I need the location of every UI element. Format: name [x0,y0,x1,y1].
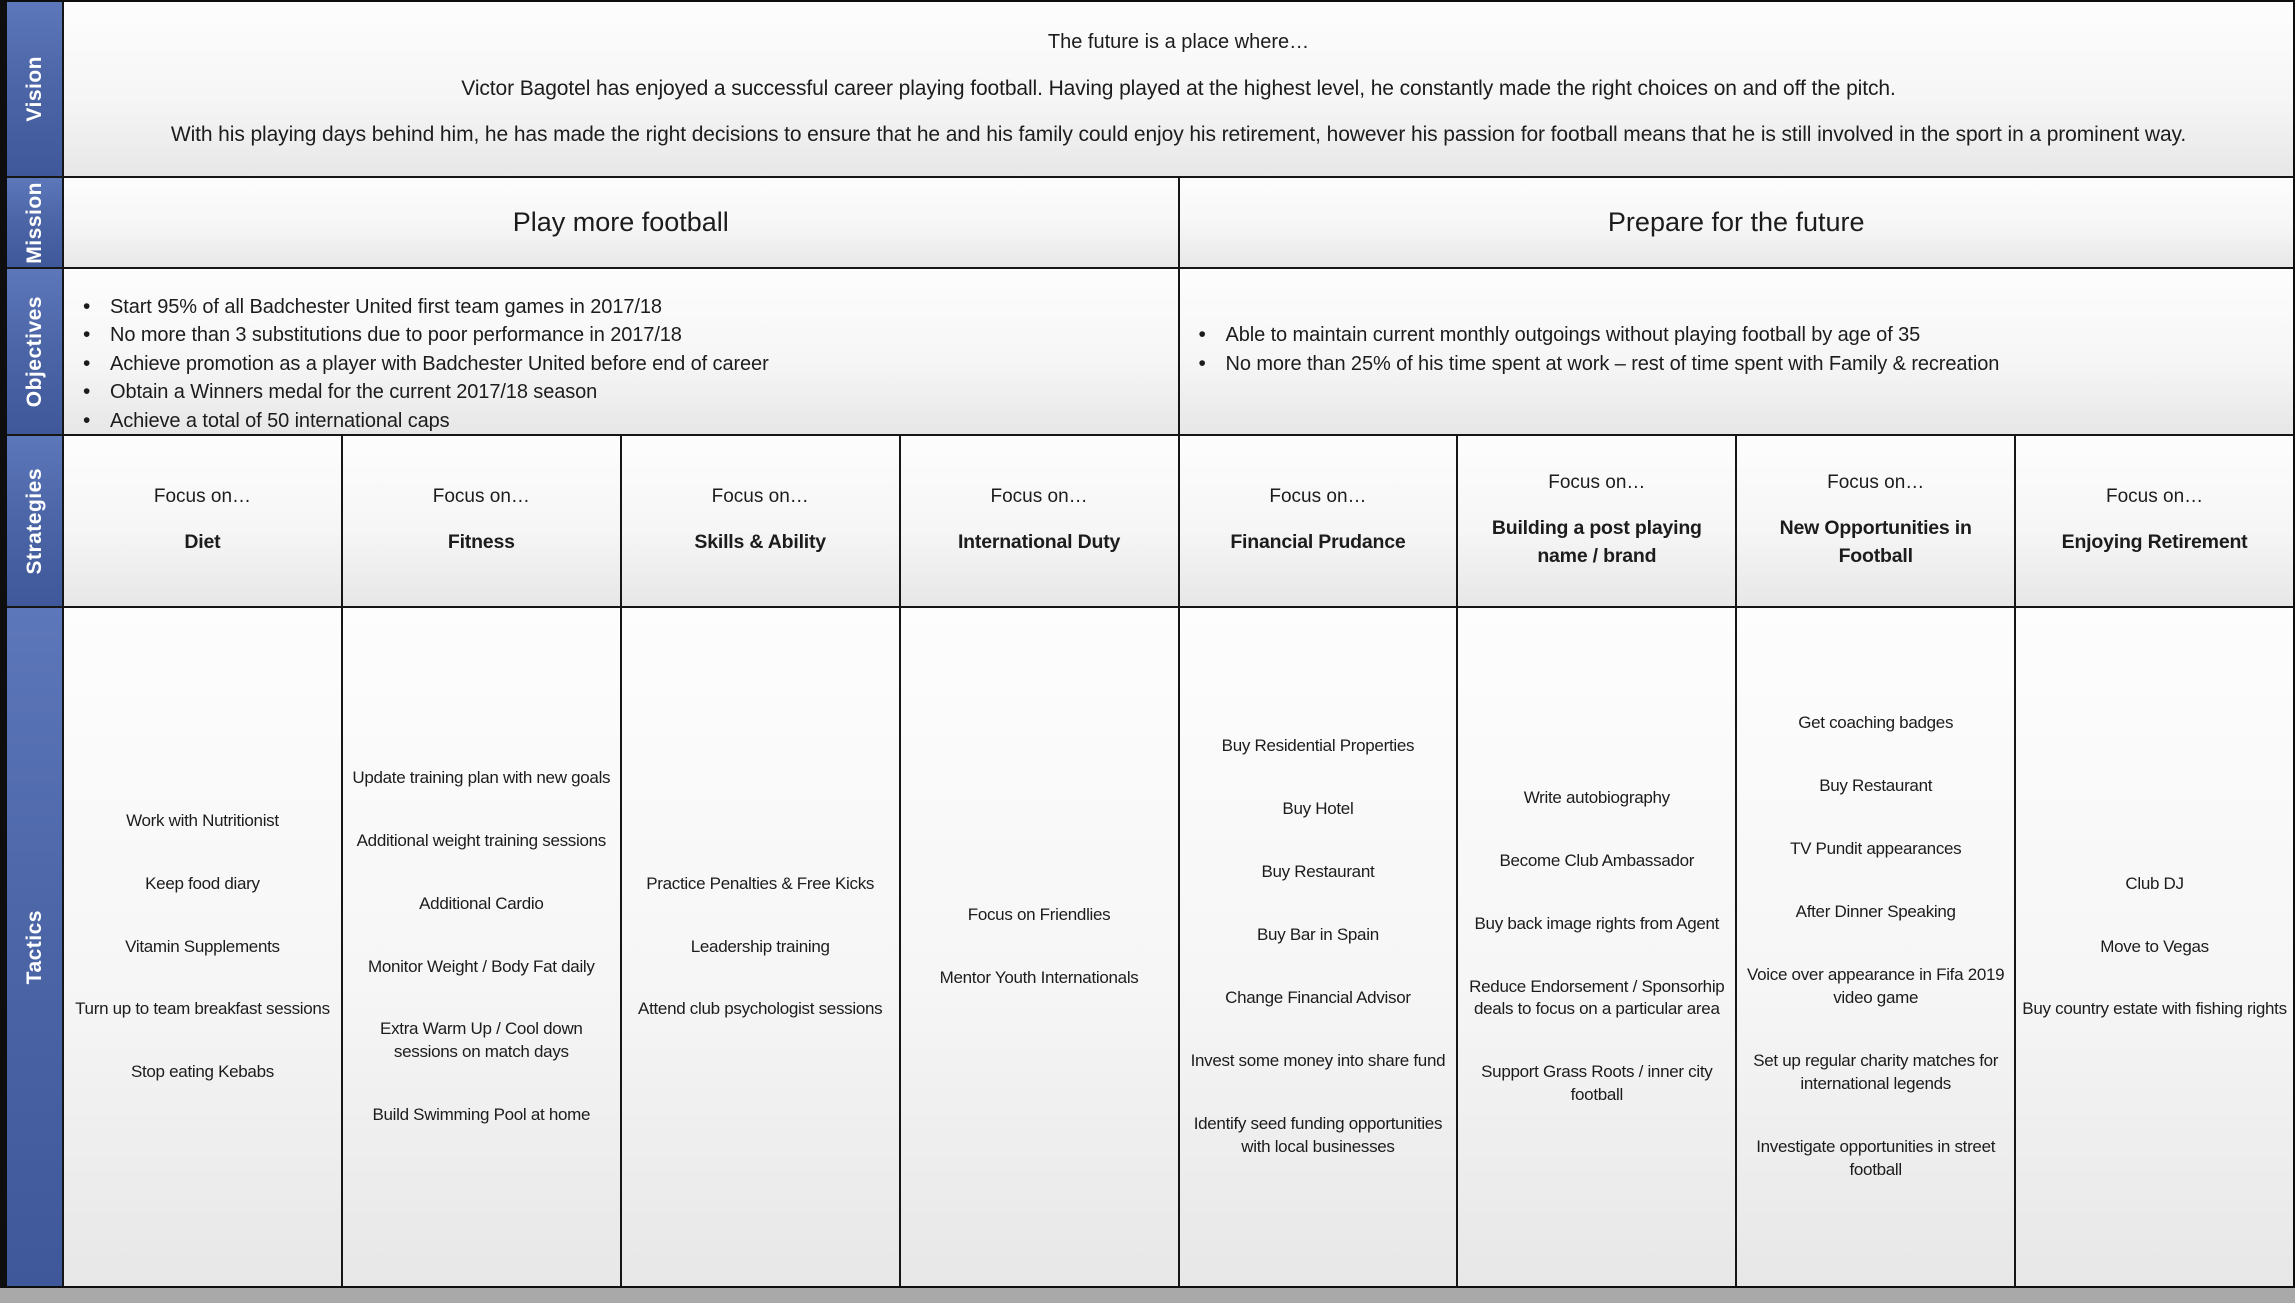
tactic-item: Buy Restaurant [1819,776,1933,796]
tactic-item: Set up regular charity matches for international legends [1753,1050,1999,1093]
mission-cell-play-more-football: Play more football [64,178,1178,267]
objectives-cell-right [1178,269,2294,434]
tactics-cell-new-opportunities-in-football [1735,608,2014,1286]
strategy-title: New Opportunities in Football [1779,516,1972,567]
tactic-item: Buy Residential Properties [1221,736,1415,756]
objective-item: • Achieve a total of 50 international caps [80,409,769,433]
tactic-item: Attend club psychologist sessions [638,999,883,1019]
strategy-title: Financial Prudance [1230,530,1406,553]
tactic-item: Buy country estate with fishing rights [2022,999,2287,1019]
tactics-label-text: Tactics [22,909,46,985]
objective-item: • No more than 25% of his time spent at work – rest of time spent with Family & recreation [1196,352,2000,376]
vision-statement-line: With his playing days behind him, he has made the right decisions to ensure that he and his family could enjoy his retirement, however his passion for football means that he is still involved in the sport in a prominent way. [170,123,2187,147]
tactic-item: Practice Penalties & Free Kicks [646,873,875,893]
tactic-item: Change Financial Advisor [1225,988,1411,1007]
mission-cell-prepare-for-the-future: Prepare for the future [1178,178,2294,267]
strategy-title: Fitness [447,530,515,553]
tactic-item: Work with Nutritionist [126,810,279,830]
vision-intro-line: The future is a place where… [1047,30,1310,53]
strategy-title: Enjoying Retirement [2061,530,2248,553]
tactic-item: Mentor Youth Internationals [939,968,1139,987]
strategy-cell-building-a-post-playing-name-brand [1456,436,1735,606]
focus-on-prefix: Focus on… [1827,471,1925,493]
mission-label-text: Mission [22,181,46,264]
tactic-item: Reduce Endorsement / Sponsorhip deals to focus on a particular area [1469,976,1725,1019]
tactics-row [7,608,2293,1286]
strategy-cell-skills-ability [620,436,899,606]
strategy-cell-financial-prudance [1178,436,1457,606]
tactic-item: Additional weight training sessions [356,830,606,850]
strategies-label-text: Strategies [22,467,46,575]
focus-on-prefix: Focus on… [1269,485,1367,507]
tactic-item: Become Club Ambassador [1499,850,1695,870]
objectives-row [7,269,2293,436]
bottom-strip [0,1288,2295,1303]
tactic-item: Invest some money into share fund [1190,1050,1446,1070]
strategy-cell-diet [64,436,341,606]
tactics-cell-fitness [341,608,620,1286]
tactic-item: Update training plan with new goals [352,767,611,787]
tactics-cell-skills-ability [620,608,899,1286]
tactic-item: Buy Restaurant [1261,862,1375,882]
focus-on-prefix: Focus on… [432,485,530,507]
focus-on-prefix: Focus on… [153,485,252,507]
tactic-item: Build Swimming Pool at home [372,1105,591,1125]
strategy-title: Skills & Ability [694,530,826,553]
tactic-item: Write autobiography [1523,787,1670,807]
strategy-cell-fitness [341,436,620,606]
tactic-item: Turn up to team breakfast sessions [75,999,330,1019]
row-label-mission [7,178,64,267]
objectives-label-text: Objectives [22,295,46,408]
vision-cell [64,2,2293,176]
tactic-item: Support Grass Roots / inner city football [1481,1062,1713,1105]
tactic-item: Investigate opportunities in street football [1756,1136,1996,1179]
tactic-item: Buy Bar in Spain [1257,925,1379,945]
row-label-vision [7,2,64,176]
tactics-cell-international-duty [899,608,1178,1286]
tactic-item: Monitor Weight / Body Fat daily [368,956,595,976]
strategy-title: International Duty [957,530,1121,553]
strategy-cell-enjoying-retirement [2014,436,2293,606]
strategy-title: Building a post playing name / brand [1491,516,1702,567]
vision-row [7,2,2293,178]
tactic-item: Club DJ [2125,873,2184,893]
row-label-objectives [7,269,64,434]
focus-on-prefix: Focus on… [2105,485,2204,507]
objective-item: • Obtain a Winners medal for the current 2017/18 season [80,380,769,404]
objective-item: • Achieve promotion as a player with Badchester United before end of career [80,352,769,376]
tactic-item: Buy Hotel [1282,799,1354,819]
objectives-list-left [80,295,769,437]
strategies-row [7,436,2293,608]
strategy-title: Diet [184,530,221,553]
mission-row [7,178,2293,269]
tactic-item: TV Pundit appearances [1790,839,1962,859]
objective-item: • Start 95% of all Badchester United first team games in 2017/18 [80,295,769,319]
tactics-cell-enjoying-retirement [2014,608,2293,1286]
vision-statement-line: Victor Bagotel has enjoyed a successful career playing football. Having played at the highest level, he constantly made the right choices on and off the pitch. [461,76,1896,100]
tactic-item: Keep food diary [145,873,260,893]
tactic-item: Stop eating Kebabs [130,1062,274,1082]
tactics-cell-diet [64,608,341,1286]
tactic-item: After Dinner Speaking [1795,902,1956,922]
objectives-cell-left [64,269,1178,434]
strategy-cell-international-duty [899,436,1178,606]
tactic-item: Get coaching badges [1798,713,1954,733]
tactic-item: Move to Vegas [2100,936,2209,956]
focus-on-prefix: Focus on… [1548,471,1646,493]
tactic-item: Additional Cardio [419,893,544,913]
tactic-item: Identify seed funding opportunities with local businesses [1193,1113,1443,1156]
row-label-strategies [7,436,64,606]
tactic-item: Voice over appearance in Fifa 2019 video game [1747,965,2005,1007]
tactic-item: Buy back image rights from Agent [1474,913,1720,933]
focus-on-prefix: Focus on… [711,485,809,507]
tactic-item: Vitamin Supplements [125,936,280,956]
tactics-cell-building-a-post-playing-name-brand [1456,608,1735,1286]
tactic-item: Focus on Friendlies [967,905,1111,925]
row-label-tactics [7,608,64,1286]
focus-on-prefix: Focus on… [990,485,1088,507]
vision-label-text: Vision [22,56,46,122]
tactic-item: Extra Warm Up / Cool down sessions on match days [380,1019,583,1062]
objective-item: • No more than 3 substitutions due to poor performance in 2017/18 [80,323,769,347]
objectives-list-right [1196,323,2000,380]
tactics-cell-financial-prudance [1178,608,1457,1286]
tactic-item: Leadership training [690,936,830,956]
objective-item: • Able to maintain current monthly outgoings without playing football by age of 35 [1196,323,2000,347]
strategy-cell-new-opportunities-in-football [1735,436,2014,606]
